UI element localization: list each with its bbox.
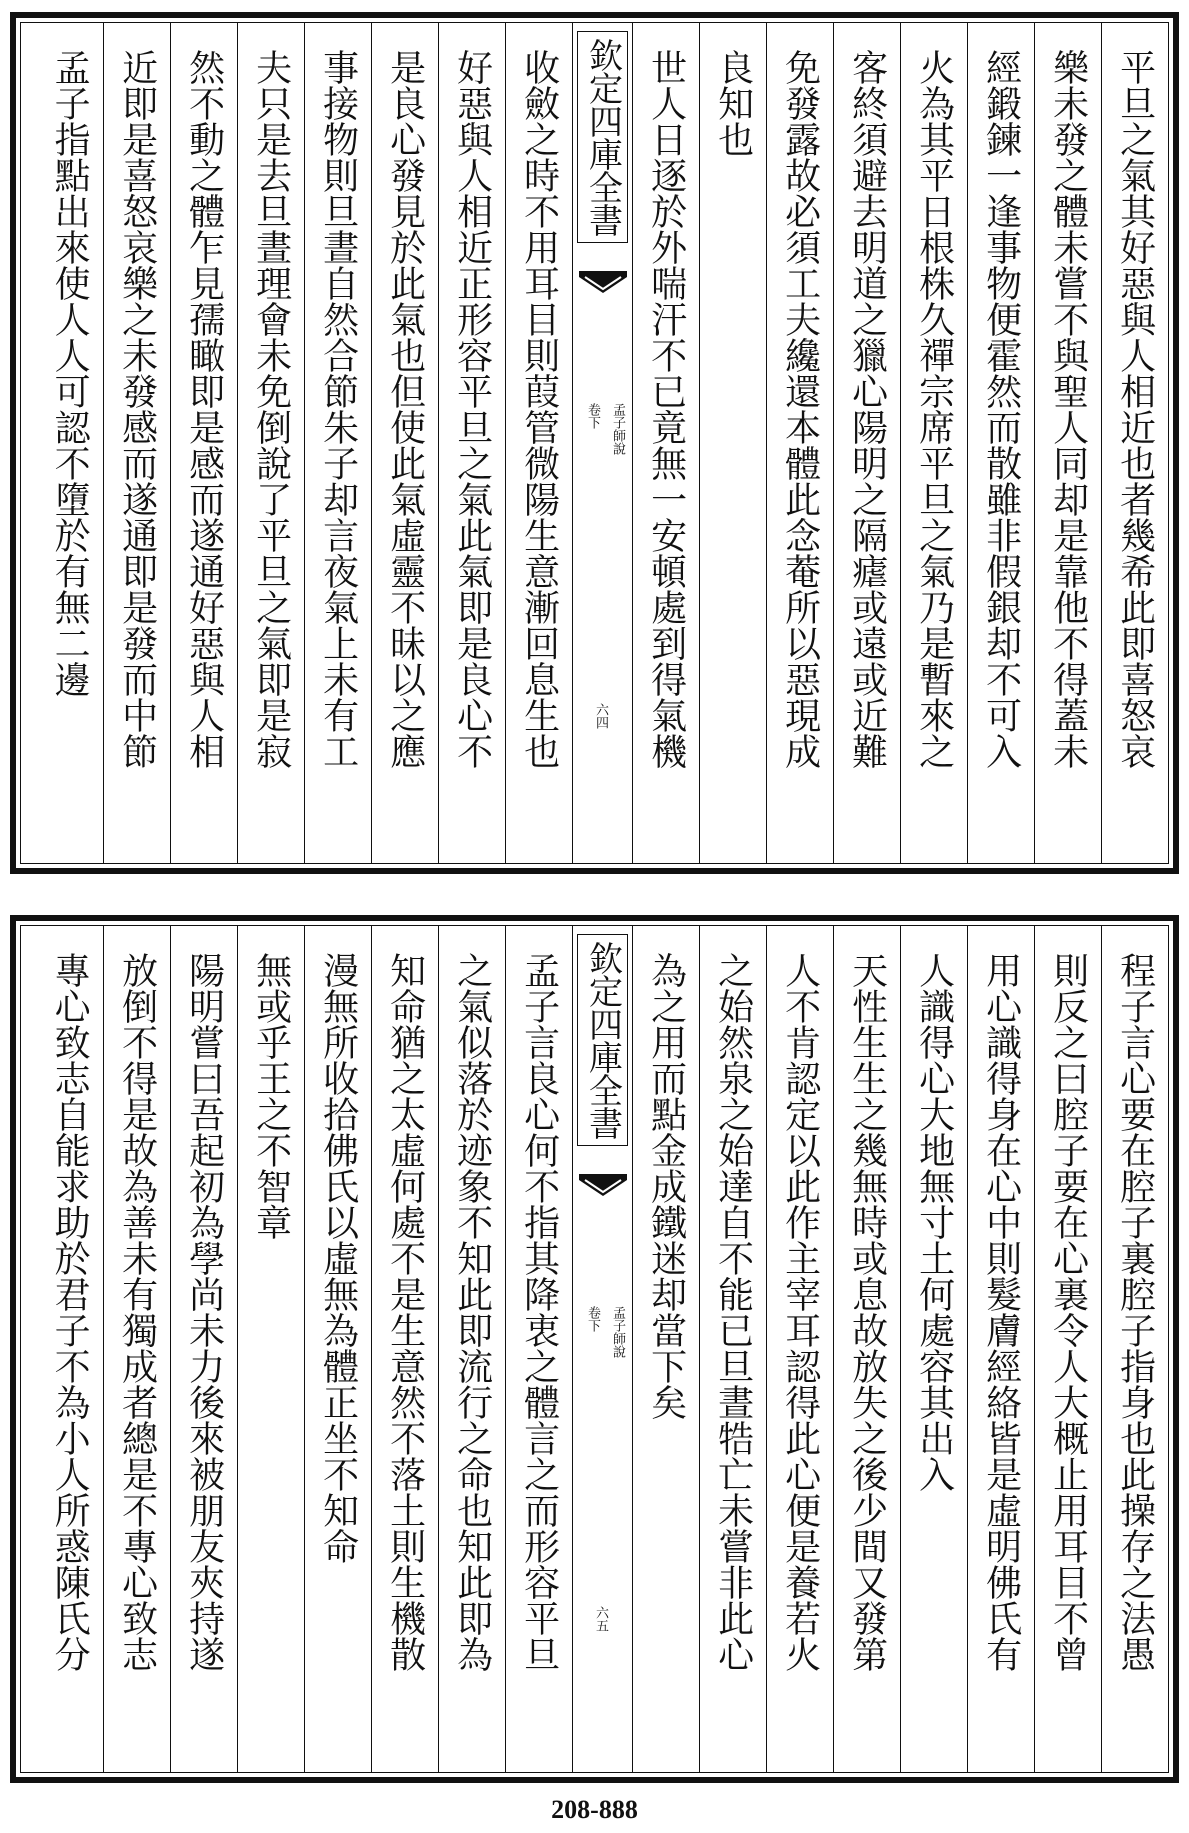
page-title: 欽定四庫全書: [577, 31, 628, 243]
volume-label: 卷下: [585, 403, 600, 429]
text-column: 放倒不得是故為善未有獨成者總是不專心致志: [103, 926, 170, 1772]
text-column: 知命猶之太虛何處不是生意然不落土則生機散: [371, 926, 438, 1772]
text-column: 漫無所收拾佛氏以虛無為體正坐不知命: [304, 926, 371, 1772]
text-column: 免發露故必須工夫纔還本體此念菴所以惡現成: [766, 23, 833, 863]
text-column: 夫只是去旦晝理會未免倒說了平旦之氣即是寂: [237, 23, 304, 863]
text-column: 專心致志自能求助於君子不為小人所惑陳氏分: [49, 952, 91, 1672]
text-column: 世人日逐於外喘汗不已竟無一安頓處到得氣機: [632, 23, 699, 863]
text-column: 平旦之氣其好惡與人相近也者幾希此即喜怒哀: [1101, 23, 1168, 863]
text-column: 程子言心要在腔子裏腔子指身也此操存之法愚: [1101, 926, 1168, 1772]
text-column: 人識得心大地無寸土何處容其出入: [900, 926, 967, 1772]
text-column: 經鍛鍊一逢事物便霍然而散雖非假銀却不可入: [967, 23, 1034, 863]
text-column: 陽明嘗曰吾起初為學尚未力後來被朋友夾持遂: [170, 926, 237, 1772]
text-column: 客終須避去明道之獵心陽明之隔瘧或遠或近難: [833, 23, 900, 863]
text-column: 為之用而點金成鐵迷却當下矣: [632, 926, 699, 1772]
lower-page: [10, 915, 1179, 1783]
text-column: 之氣似落於迹象不知此即流行之命也知此即為: [438, 926, 505, 1772]
text-column: 近即是喜怒哀樂之未發感而遂通即是發而中節: [103, 23, 170, 863]
text-column: 然不動之體乍見孺瞰即是感而遂通好惡與人相: [170, 23, 237, 863]
fish-tail-icon: [579, 1174, 627, 1198]
text-column: 孟子言良心何不指其降衷之體言之而形容平旦: [505, 926, 572, 1772]
text-column: 火為其平日根株久禪宗席平旦之氣乃是暫來之: [900, 23, 967, 863]
text-column: 良知也: [699, 23, 766, 863]
book-name: 孟子師說: [610, 1306, 625, 1358]
text-column: 事接物則旦晝自然合節朱子却言夜氣上未有工: [304, 23, 371, 863]
text-column: 孟子指點出來使人人可認不墮於有無二邊: [49, 49, 91, 697]
text-column: 之始然泉之始達自不能已旦晝牿亡未嘗非此心: [699, 926, 766, 1772]
page-footer-number: 208-888: [551, 1795, 638, 1824]
center-margin: [572, 23, 632, 863]
text-column: 用心識得身在心中則髮膚經絡皆是虛明佛氏有: [967, 926, 1034, 1772]
book-name: 孟子師說: [610, 403, 625, 455]
text-column: 則反之曰腔子要在心裏令人大概止用耳目不曾: [1034, 926, 1101, 1772]
text-column: 樂未發之體未嘗不與聖人同却是靠他不得蓋未: [1034, 23, 1101, 863]
text-column: 好惡與人相近正形容平旦之氣此氣即是良心不: [438, 23, 505, 863]
page-title: 欽定四庫全書: [577, 934, 628, 1146]
volume-label: 卷下: [585, 1306, 600, 1332]
text-column: 收斂之時不用耳目則葭管微陽生意漸回息生也: [505, 23, 572, 863]
text-column: 是良心發見於此氣也但使此氣虛靈不昧以之應: [371, 23, 438, 863]
text-column: 天性生生之幾無時或息故放失之後少間又發第: [833, 926, 900, 1772]
page-number: 六五: [593, 1606, 608, 1632]
text-column: 無或乎王之不智章: [237, 926, 304, 1772]
upper-page: [10, 12, 1179, 874]
fish-tail-icon: [579, 271, 627, 295]
page-number: 六四: [593, 703, 608, 729]
text-column: 人不肯認定以此作主宰耳認得此心便是養若火: [766, 926, 833, 1772]
center-margin: [572, 926, 632, 1772]
